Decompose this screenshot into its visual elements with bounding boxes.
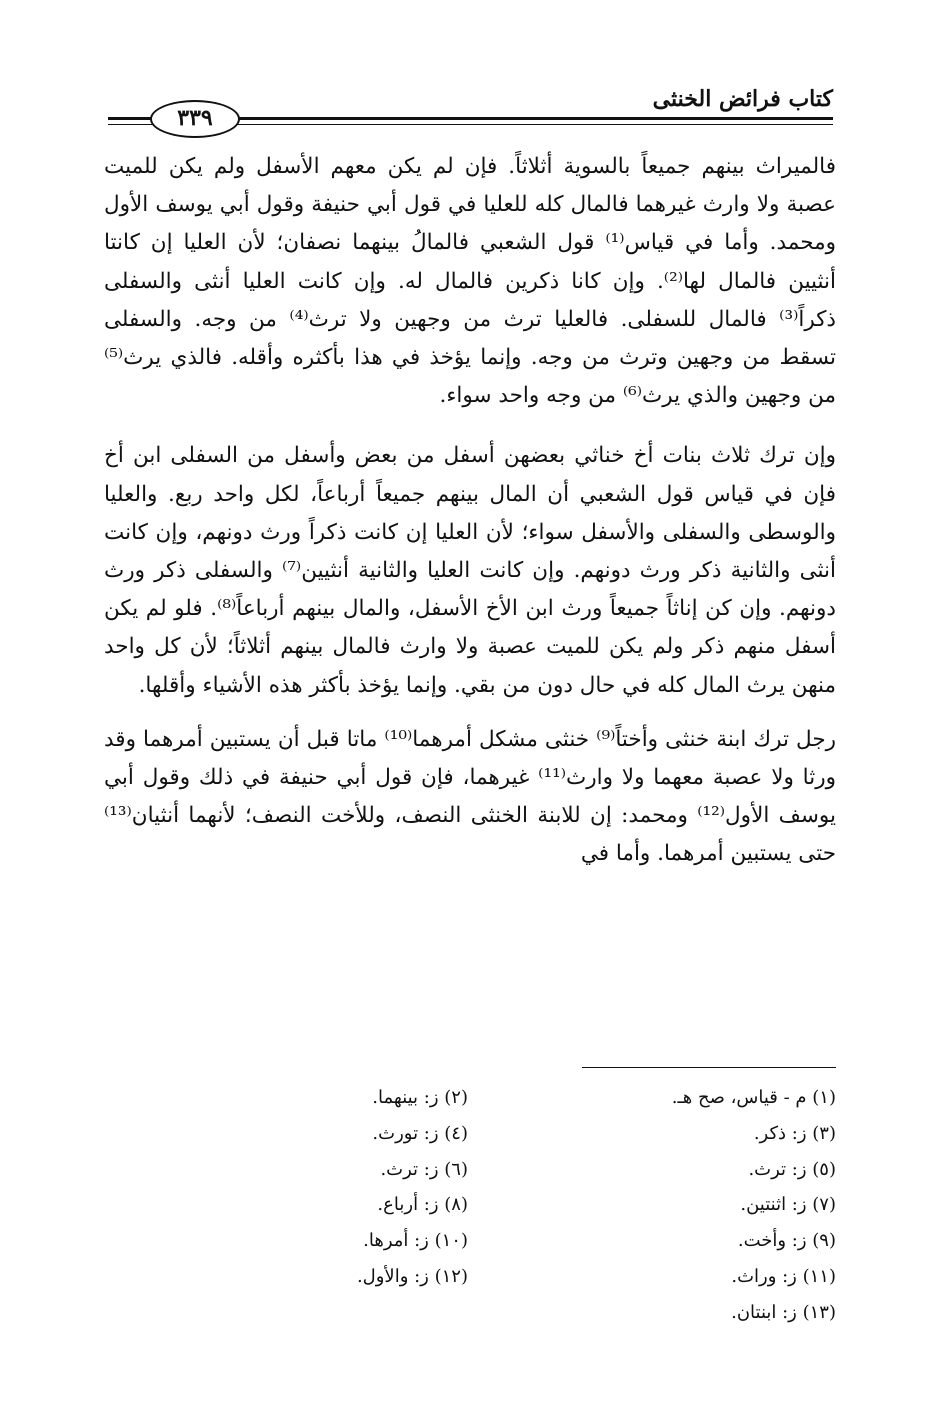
page-number-badge: ٣٣٩ (150, 100, 240, 138)
footnote-3: (٣) ز: ذكر. (753, 1122, 836, 1144)
footnote-2: (٢) ز: بينهما. (372, 1087, 468, 1108)
footnote-12: (١٢) ز: والأول. (356, 1265, 468, 1287)
paragraph-1: فالميراث بينهم جميعاً بالسوية أثلاثاً. فإن لم يكن معهم الأسفل ولم يكن للميت عصبة ولا وارث غيرهما فالمال كله للعليا في قول أبي حنيفة وقول أبي يوسف الأول ومحمد. وأما في قياس⁽¹⁾ قول الشعبي فالمالُ بينهما نصفان؛ لأن العليا إن كانتا أنثيين فالمال لها⁽²⁾. وإن كانا ذكرين فالمال له. وإن كانت العليا أنثى والسفلى ذكراً⁽³⁾ فالمال للسفلى. فالعليا ترث من وجهين ولا ترث⁽⁴⁾ من وجه. والسفلى تسقط من وجهين وترث من وجه. وإنما يؤخذ في هذا بأكثره وأقله. فالذي يرث⁽⁵⁾ من وجهين والذي يرث⁽⁶⁾ من وجه واحد سواء. (104, 154, 837, 409)
footnote-1: (١) م - قياس، صح هـ. (671, 1087, 836, 1108)
footnotes-right-column (506, 1080, 836, 1331)
paragraph-3: رجل ترك ابنة خنثى وأختاً⁽⁹⁾ خنثى مشكل أمرهما⁽¹⁰⁾ ماتا قبل أن يستبين أمرهما وقد ورثا ولا عصبة معهما ولا وارث⁽¹¹⁾ غيرهما، فإن قول أبي حنيفة في ذلك وقول أبي يوسف الأول⁽¹²⁾ ومحمد: إن للابنة الخنثى النصف، وللأخت النصف؛ لأنهما أنثيان⁽¹³⁾ حتى يستبين أمرهما. وأما في (104, 726, 837, 867)
footnote-10: (١٠) ز: أمرها. (363, 1230, 468, 1252)
footnote-13: (١٣) ز: ابنتان. (731, 1301, 836, 1323)
footnote-5: (٥) ز: ترث. (748, 1158, 836, 1180)
footnote-9: (٩) ز: وأخت. (737, 1230, 836, 1252)
footnote-4: (٤) ز: تورث. (372, 1122, 468, 1144)
footnotes-left-column (238, 1080, 468, 1295)
paragraph-2: وإن ترك ثلاث بنات أخ خناثي بعضهن أسفل من بعض وأسفل من السفلى ابن أخ فإن في قياس قول الشعبي أن المال بينهم جميعاً أرباعاً، لكل واحد ربع. والعليا والوسطى والسفلى والأسفل سواء؛ لأن العليا إن كانت ذكراً ورث دونهم، وإن كانت أنثى والثانية ذكر ورث دونهم. وإن كانت العليا والثانية أنثيين⁽⁷⁾ والسفلى ذكر ورث دونهم. وإن كن إناثاً جميعاً ورث ابن الأخ الأسفل، والمال بينهم أرباعاً⁽⁸⁾. فلو لم يكن أسفل منهم ذكر ولم يكن للميت عصبة ولا وارث فالمال بينهم أثلاثاً؛ لأن كل واحد منهن يرث المال كله في حال دون من بقي. وإنما يؤخذ بأكثر هذه الأشياء وأقلها. (104, 443, 836, 698)
footnote-6: (٦) ز: ترث. (380, 1158, 468, 1180)
main-text (104, 148, 836, 874)
footnote-7: (٧) ز: اثنتين. (740, 1194, 836, 1216)
running-header-title: كتاب فرائض الخنثى (652, 86, 833, 112)
footnote-8: (٨) ز: أرباع. (377, 1194, 468, 1216)
footnote-11: (١١) ز: وراث. (731, 1265, 836, 1287)
footnote-separator (582, 1067, 836, 1068)
